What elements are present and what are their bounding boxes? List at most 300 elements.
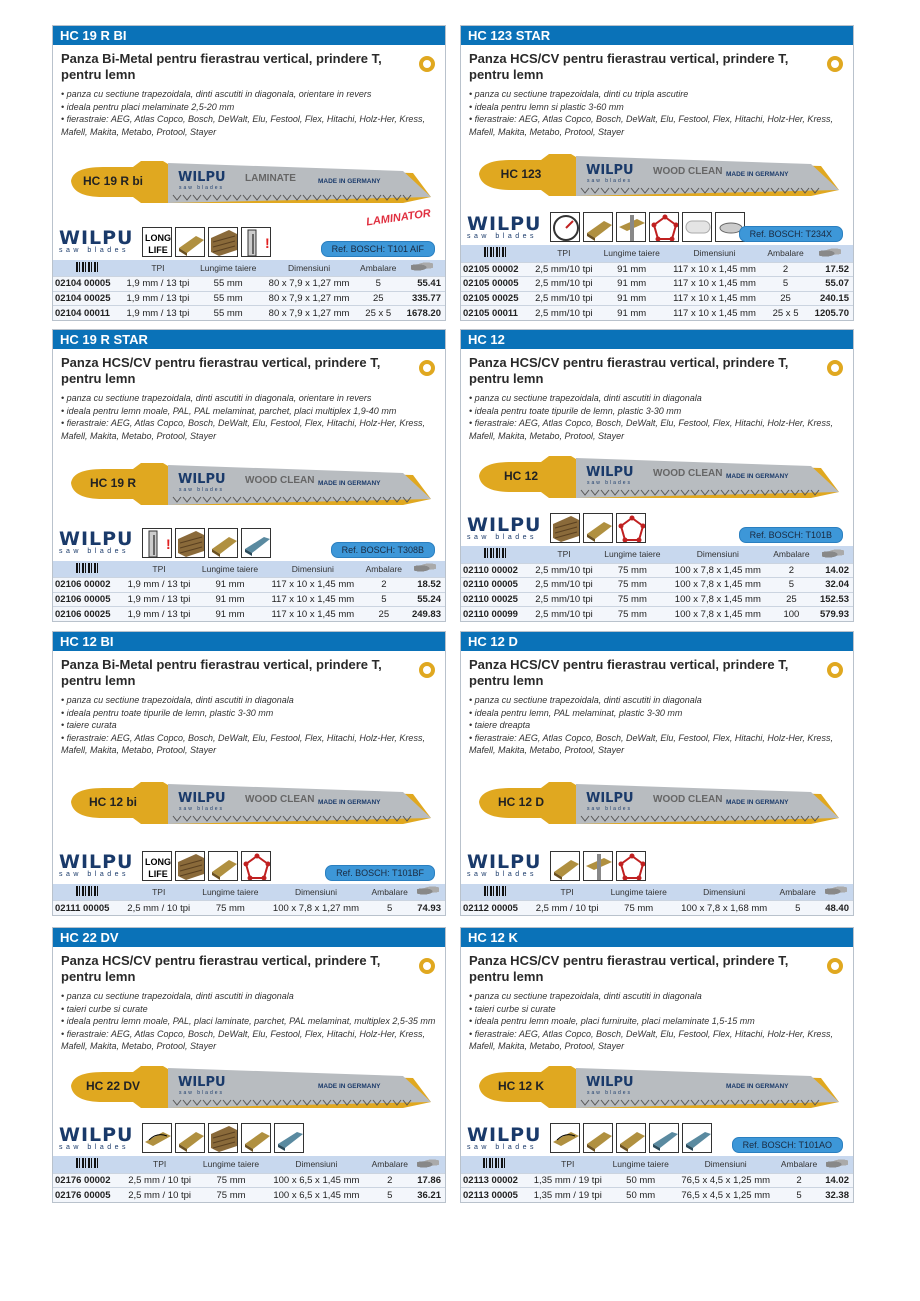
dimensions: 117 x 10 x 1,45 mm: [264, 592, 363, 607]
board-icon: [208, 851, 238, 881]
blade-area: [461, 442, 853, 510]
price-coins-icon: [412, 1156, 445, 1173]
blade-area: [461, 1053, 853, 1120]
bullet-item: • ideala pentru lemn, PAL melaminat, plastic 3-30 mm: [469, 707, 683, 718]
bullet-item: • fierastraie: AEG, Atlas Copco, Bosch, DeWalt, Elu, Festool, Flex, Hitachi, Holz-Her, Kress, Mafell, Makita, Metabo, Protool, Stayer: [61, 1028, 425, 1052]
product-code-header: HC 12 K: [461, 928, 853, 947]
product-title: [53, 45, 445, 85]
table-row: [461, 592, 853, 607]
product-code-header: HC 22 DV: [53, 928, 445, 947]
table-header: TPI Lungime taiere Dimensiuni Ambalare: [461, 1156, 853, 1173]
table-header: TPI Lungime taiere Dimensiuni Ambalare: [461, 546, 853, 563]
wilpu-logo: WILPU saw blades: [59, 1123, 134, 1151]
tpi: 2,5 mm/10 tpi: [529, 563, 598, 578]
tpi: 2,5 mm / 10 tpi: [121, 901, 197, 916]
cut-length: 91 mm: [598, 277, 665, 292]
article-code: 02104 00005: [53, 277, 121, 292]
cut-length: 75 mm: [599, 592, 667, 607]
cut-length: 91 mm: [598, 306, 665, 321]
package: 2: [778, 1173, 821, 1188]
product-table: [461, 546, 853, 621]
laminate-icon: [682, 1123, 712, 1153]
tpi: 1,9 mm / 13 tpi: [121, 291, 195, 306]
curve-cut-icon: [550, 1123, 580, 1153]
long-life-icon: [142, 851, 172, 881]
barcode-icon: [53, 884, 121, 901]
price: 14.02: [820, 1173, 853, 1188]
plywood-icon: [175, 528, 205, 558]
table-row: [461, 1173, 853, 1188]
cut-length: 75 mm: [599, 578, 667, 593]
table-header: TPI Lungime taiere Dimensiuni Ambalare: [53, 1156, 445, 1173]
blade-logo: WILPU: [178, 472, 226, 488]
package: 5: [368, 901, 412, 916]
ring-icon: [419, 662, 435, 678]
dimensions: 80 x 7,9 x 1,27 mm: [261, 291, 356, 306]
reverse-cut-icon: [241, 227, 271, 257]
blade-logo-sub: saw blades: [587, 480, 633, 487]
bullet-item: • panza cu sectiune trapezoidala, dinti ascutiti in diagonala: [469, 991, 702, 1001]
article-code: 02176 00002: [53, 1173, 122, 1188]
bullet-list: [53, 389, 445, 442]
table-row: [53, 1173, 445, 1188]
blade-logo-sub: saw blades: [587, 806, 633, 813]
tpi: 1,9 mm / 13 tpi: [122, 592, 197, 607]
ring-icon: [419, 56, 435, 72]
package: 25: [362, 607, 405, 622]
table-row: [461, 578, 853, 593]
product-title: [53, 947, 445, 987]
wilpu-logo: WILPU saw blades: [59, 528, 134, 555]
price: 14.02: [813, 563, 853, 578]
product-title: [461, 349, 853, 389]
product-hc-12-bi: [52, 631, 446, 916]
bullet-list: [53, 691, 445, 757]
blade-mark: WOOD CLEAN: [653, 165, 723, 177]
bullet-item: • fierastraie: AEG, Atlas Copco, Bosch, DeWalt, Elu, Festool, Flex, Hitachi, Holz-Her, Kress, Mafell, Makita, Metabo, Protool, Stayer: [469, 114, 833, 137]
table-row: [461, 262, 853, 277]
blade-illustration: [471, 778, 841, 826]
product-title-text: Panza Bi-Metal pentru fierastrau vertical, prindere T, pentru lemn: [61, 657, 382, 688]
tpi: 2,5 mm/10 tpi: [529, 592, 598, 607]
package: 5: [357, 277, 400, 292]
feature-icons: [53, 848, 445, 884]
blade-illustration: [63, 1062, 433, 1110]
dimensions: 100 x 7,8 x 1,45 mm: [666, 607, 769, 622]
made-in-germany: MADE IN GERMANY: [318, 799, 381, 807]
tpi: 1,35 mm / 19 tpi: [528, 1173, 608, 1188]
bullet-item: • ideala pentru lemn moale, PAL, PAL melaminat, parchet, placi multiplex 1,9-40 mm: [61, 405, 397, 416]
shank-label: HC 19 R: [89, 476, 137, 491]
ring-icon: [827, 360, 843, 376]
dimensions: 100 x 7,8 x 1,45 mm: [666, 578, 769, 593]
package: 25 x 5: [764, 306, 807, 321]
dimensions: 117 x 10 x 1,45 mm: [264, 578, 363, 593]
shank-label: HC 19 R bi: [82, 173, 144, 188]
wilpu-logo: WILPU saw blades: [467, 513, 542, 541]
bullet-list: [53, 987, 445, 1053]
svg-text:LIFE: LIFE: [148, 244, 168, 255]
dimensions: 100 x 6,5 x 1,45 mm: [265, 1188, 368, 1203]
tpi: 2,5 mm/10 tpi: [529, 607, 598, 622]
barcode-icon: [53, 561, 122, 578]
article-code: 02104 00025: [53, 291, 121, 306]
barcode-icon: [461, 884, 529, 901]
feature-icons: [53, 1120, 445, 1156]
price: 55.24: [406, 592, 445, 607]
bosch-ref-badge: Ref. BOSCH: T101 AIF: [321, 241, 435, 257]
svg-text:LIFE: LIFE: [148, 868, 168, 879]
product-code-header: HC 12: [461, 330, 853, 349]
bullet-list: [53, 85, 445, 138]
product-title-text: Panza HCS/CV pentru fierastrau vertical, prindere T, pentru lemn: [469, 51, 789, 82]
blade-illustration: [63, 157, 433, 205]
package: 2: [770, 563, 814, 578]
price: 17.52: [807, 262, 853, 277]
price: 32.04: [813, 578, 853, 593]
wilpu-logo: WILPU saw blades: [59, 851, 134, 878]
blade-logo-sub: saw blades: [587, 177, 633, 184]
article-code: 02110 00099: [461, 607, 529, 622]
product-table: [461, 884, 853, 916]
price-coins-icon: [406, 561, 445, 578]
plywood-icon: [550, 513, 580, 543]
product-table: [53, 561, 445, 622]
plywood-icon: [208, 1123, 238, 1153]
price: 17.86: [412, 1173, 445, 1188]
blade-logo: WILPU: [586, 791, 634, 807]
blade-illustration: [471, 452, 841, 500]
cut-length: 75 mm: [197, 1188, 264, 1203]
blade-area: [53, 138, 445, 228]
product-title-text: Panza HCS/CV pentru fierastrau vertical, prindere T, pentru lemn: [61, 953, 381, 984]
tpi: 1,9 mm / 13 tpi: [122, 607, 197, 622]
table-header: TPI Lungime taiere Dimensiuni Ambalare: [461, 245, 853, 262]
shank-label: HC 12: [503, 469, 539, 484]
tpi: 2,5 mm/10 tpi: [529, 578, 598, 593]
ring-icon: [827, 958, 843, 974]
tpi: 2,5 mm/10 tpi: [530, 262, 599, 277]
cut-length: 75 mm: [599, 607, 667, 622]
blade-area: [53, 757, 445, 848]
article-code: 02104 00011: [53, 306, 121, 321]
bullet-item: • ideala pentru toate tipurile de lemn, plastic 3-30 mm: [469, 405, 682, 416]
bullet-item: • ideala pentru lemn moale, placi furniruite, placi melaminate 1,5-15 mm: [469, 1016, 755, 1027]
board-icon: [583, 212, 613, 242]
article-code: 02110 00002: [461, 563, 529, 578]
cut-length: 55 mm: [195, 291, 261, 306]
article-code: 02106 00005: [53, 592, 122, 607]
dimensions: 76,5 x 4,5 x 1,25 mm: [674, 1188, 778, 1203]
cut-length: 91 mm: [196, 578, 263, 593]
bullet-item: • panza cu sectiune trapezoidala, dinti ascutiti in diagonala: [469, 393, 702, 403]
blade-logo: WILPU: [178, 169, 226, 185]
barcode-icon: [53, 260, 121, 277]
table-row: [53, 592, 445, 607]
blade-mark: LAMINATE: [245, 172, 296, 184]
package: 5: [778, 1188, 821, 1203]
bullet-item: • taieri curbe si curate: [61, 1003, 148, 1014]
package: 25: [357, 291, 400, 306]
blade-illustration: [63, 459, 433, 507]
barcode-icon: [461, 245, 530, 262]
dimensions: 117 x 10 x 1,45 mm: [665, 262, 764, 277]
product-table: [53, 260, 445, 321]
article-code: 02106 00025: [53, 607, 122, 622]
tpi: 2,5 mm / 10 tpi: [122, 1173, 197, 1188]
plywood-icon: [208, 227, 238, 257]
straight-cut-icon: [583, 851, 613, 881]
feature-icons: [461, 848, 853, 884]
plexiglas-icon: [682, 212, 712, 242]
product-title: [461, 651, 853, 691]
bullet-item: • panza cu sectiune trapezoidala, dinti ascutiti in diagonala: [469, 695, 702, 705]
price-coins-icon: [807, 245, 853, 262]
table-header: TPI Lungime taiere Dimensiuni Ambalare: [53, 884, 445, 901]
bullet-item: • panza cu sectiune trapezoidala, dinti cu tripla ascutire: [469, 89, 689, 99]
price: 240.15: [807, 291, 853, 306]
price-coins-icon: [813, 546, 853, 563]
blade-logo: WILPU: [586, 465, 634, 481]
ring-icon: [827, 56, 843, 72]
cut-length: 50 mm: [608, 1173, 674, 1188]
product-hc-12-d: [460, 631, 854, 916]
product-hc-12-k: [460, 927, 854, 1203]
product-title-text: Panza HCS/CV pentru fierastrau vertical, prindere T, pentru lemn: [469, 657, 789, 688]
product-table: [53, 1156, 445, 1202]
bullet-item: • fierastraie: AEG, Atlas Copco, Bosch, DeWalt, Elu, Festool, Flex, Hitachi, Holz-Her, Kress, Mafell, Makita, Metabo, Protool, Stayer: [469, 1028, 833, 1052]
tpi: 2,5 mm/10 tpi: [530, 291, 599, 306]
pvc-icon: [616, 851, 646, 881]
price: 152.53: [813, 592, 853, 607]
board-icon: [208, 528, 238, 558]
cut-length: 55 mm: [195, 306, 261, 321]
price: 32.38: [820, 1188, 853, 1203]
bullet-item: • fierastraie: AEG, Atlas Copco, Bosch, DeWalt, Elu, Festool, Flex, Hitachi, Holz-Her, Kress, Mafell, Makita, Metabo, Protool, Stayer: [61, 418, 425, 441]
package: 2: [362, 578, 405, 593]
pvc-icon: [649, 212, 679, 242]
made-in-germany: MADE IN GERMANY: [318, 1083, 381, 1091]
product-code-header: HC 12 D: [461, 632, 853, 651]
barcode-icon: [461, 546, 529, 563]
product-table: [53, 884, 445, 916]
blade-mark: WOOD CLEAN: [653, 794, 723, 806]
barcode-icon: [461, 1156, 528, 1173]
product-title-text: Panza HCS/CV pentru fierastrau vertical, prindere T, pentru lemn: [469, 355, 789, 386]
laminate-icon: [241, 528, 271, 558]
blade-area: [53, 1053, 445, 1120]
article-code: 02106 00002: [53, 578, 122, 593]
bullet-list: [461, 691, 853, 757]
article-code: 02111 00005: [53, 901, 121, 916]
blade-logo-sub: saw blades: [179, 184, 225, 191]
bullet-list: [461, 987, 853, 1053]
bullet-item: • fierastraie: AEG, Atlas Copco, Bosch, DeWalt, Elu, Festool, Flex, Hitachi, Holz-Her, Kress, Mafell, Makita, Metabo, Protool, Stayer: [61, 732, 425, 756]
tpi: 2,5 mm / 10 tpi: [122, 1188, 197, 1203]
bullet-list: [461, 85, 853, 138]
blade-mark: WOOD CLEAN: [653, 468, 723, 480]
tpi: 2,5 mm/10 tpi: [530, 277, 599, 292]
product-title: [461, 45, 853, 85]
dimensions: 100 x 6,5 x 1,45 mm: [265, 1173, 368, 1188]
package: 100: [770, 607, 814, 622]
feature-icons: [461, 510, 853, 546]
blade-logo-sub: saw blades: [179, 487, 225, 494]
product-title: [53, 651, 445, 691]
package: 2: [368, 1173, 412, 1188]
article-code: 02105 00002: [461, 262, 530, 277]
price-coins-icon: [820, 884, 853, 901]
barcode-icon: [53, 1156, 122, 1173]
blade-logo: WILPU: [178, 791, 226, 807]
article-code: 02112 00005: [461, 901, 529, 916]
cut-length: 91 mm: [598, 262, 665, 277]
cut-length: 75 mm: [605, 901, 673, 916]
cut-length: 75 mm: [197, 901, 265, 916]
speed-icon: [550, 212, 580, 242]
article-code: 02105 00025: [461, 291, 530, 306]
dimensions: 100 x 7,8 x 1,68 mm: [672, 901, 775, 916]
board-icon: [616, 1123, 646, 1153]
blade-mark: WOOD CLEAN: [245, 794, 315, 806]
product-title-text: Panza Bi-Metal pentru fierastrau vertical, prindere T, pentru lemn: [61, 51, 382, 82]
table-row: [461, 291, 853, 306]
bullet-item: • taieri curbe si curate: [469, 1003, 556, 1014]
article-code: 02105 00005: [461, 277, 530, 292]
price: 579.93: [813, 607, 853, 622]
board-icon: [583, 513, 613, 543]
article-code: 02113 00002: [461, 1173, 528, 1188]
blade-illustration: [63, 778, 433, 826]
reverse-cut-icon: [142, 528, 172, 558]
article-code: 02110 00025: [461, 592, 529, 607]
blade-logo: WILPU: [586, 1075, 634, 1091]
board-icon: [241, 1123, 271, 1153]
dimensions: 100 x 7,8 x 1,27 mm: [264, 901, 368, 916]
svg-text:LONG: LONG: [145, 232, 171, 243]
ring-icon: [419, 360, 435, 376]
board-icon: [175, 227, 205, 257]
blade-area: [461, 757, 853, 848]
table-row: [461, 563, 853, 578]
straight-cut-icon: [616, 212, 646, 242]
product-table: [461, 245, 853, 320]
package: 5: [362, 592, 405, 607]
pvc-icon: [616, 513, 646, 543]
made-in-germany: MADE IN GERMANY: [318, 177, 381, 185]
table-row: [53, 1188, 445, 1203]
plywood-icon: [175, 851, 205, 881]
long-life-icon: [142, 227, 172, 257]
product-title: [53, 349, 445, 389]
dimensions: 117 x 10 x 1,45 mm: [665, 277, 764, 292]
price: 335.77: [400, 291, 445, 306]
dimensions: 117 x 10 x 1,45 mm: [264, 607, 363, 622]
article-code: 02113 00005: [461, 1188, 528, 1203]
package: 2: [764, 262, 807, 277]
blade-illustration: [471, 1062, 841, 1110]
product-code-header: HC 19 R STAR: [53, 330, 445, 349]
dimensions: 80 x 7,9 x 1,27 mm: [261, 277, 356, 292]
table-row: [53, 607, 445, 622]
product-hc-19-r-star: [52, 329, 446, 622]
package: 25: [770, 592, 814, 607]
wilpu-logo: WILPU saw blades: [467, 212, 542, 240]
pvc-icon: [241, 851, 271, 881]
table-row: [53, 901, 445, 916]
price: 36.21: [412, 1188, 445, 1203]
package: 25 x 5: [357, 306, 400, 321]
price-coins-icon: [400, 260, 445, 277]
shank-label: HC 12 bi: [88, 795, 138, 810]
ring-icon: [827, 662, 843, 678]
product-hc-123-star: [460, 25, 854, 321]
blade-logo-sub: saw blades: [587, 1090, 633, 1097]
cut-length: 91 mm: [196, 607, 263, 622]
table-row: [461, 277, 853, 292]
laminator-logo: LAMINATOR: [365, 207, 432, 228]
table-row: [53, 578, 445, 593]
product-hc-19-r-bi: [52, 25, 446, 321]
product-hc-22-dv: [52, 927, 446, 1203]
product-table: [461, 1156, 853, 1202]
made-in-germany: MADE IN GERMANY: [726, 170, 789, 178]
blade-logo: WILPU: [586, 162, 634, 178]
blade-logo-sub: saw blades: [179, 1090, 225, 1097]
dimensions: 117 x 10 x 1,45 mm: [665, 306, 764, 321]
price: 1205.70: [807, 306, 853, 321]
made-in-germany: MADE IN GERMANY: [726, 1083, 789, 1091]
bullet-item: • ideala pentru lemn si plastic 3-60 mm: [469, 101, 624, 112]
feature-icons: [53, 224, 445, 260]
bosch-ref-badge: Ref. BOSCH: T101AO: [732, 1137, 843, 1153]
blade-area: [461, 138, 853, 209]
curve-cut-icon: [142, 1123, 172, 1153]
product-title: [461, 947, 853, 987]
shank-label: HC 12 D: [497, 795, 545, 810]
tpi: 1,35 mm / 19 tpi: [528, 1188, 608, 1203]
dimensions: 76,5 x 4,5 x 1,25 mm: [674, 1173, 778, 1188]
article-code: 02176 00005: [53, 1188, 122, 1203]
price-coins-icon: [820, 1156, 853, 1173]
bullet-item: • taiere dreapta: [469, 720, 531, 731]
feature-icons: [53, 525, 445, 561]
price: 74.93: [412, 901, 445, 916]
board-icon: [175, 1123, 205, 1153]
table-row: [53, 306, 445, 321]
svg-text:!: !: [265, 234, 270, 251]
board-icon: [550, 851, 580, 881]
ring-icon: [419, 958, 435, 974]
package: 5: [764, 277, 807, 292]
tpi: 2,5 mm/10 tpi: [530, 306, 599, 321]
bullet-item: • ideala pentru placi melaminate 2,5-20 mm: [61, 101, 235, 112]
made-in-germany: MADE IN GERMANY: [726, 473, 789, 481]
dimensions: 117 x 10 x 1,45 mm: [665, 291, 764, 306]
dimensions: 100 x 7,8 x 1,45 mm: [666, 563, 769, 578]
tpi: 1,9 mm / 13 tpi: [122, 578, 197, 593]
package: 5: [770, 578, 814, 593]
bullet-item: • panza cu sectiune trapezoidala, dinti ascutiti in diagonala, orientare in revers: [61, 89, 372, 99]
price: 18.52: [406, 578, 445, 593]
blade-area: [53, 442, 445, 524]
product-title-text: Panza HCS/CV pentru fierastrau vertical, prindere T, pentru lemn: [61, 355, 381, 386]
table-row: [461, 306, 853, 321]
dimensions: 100 x 7,8 x 1,45 mm: [666, 592, 769, 607]
bullet-item: • fierastraie: AEG, Atlas Copco, Bosch, DeWalt, Elu, Festool, Flex, Hitachi, Holz-Her, Kress, Mafell, Makita, Metabo, Protool, Stayer: [469, 418, 833, 441]
blade-mark: WOOD CLEAN: [245, 475, 315, 487]
cut-length: 91 mm: [598, 291, 665, 306]
